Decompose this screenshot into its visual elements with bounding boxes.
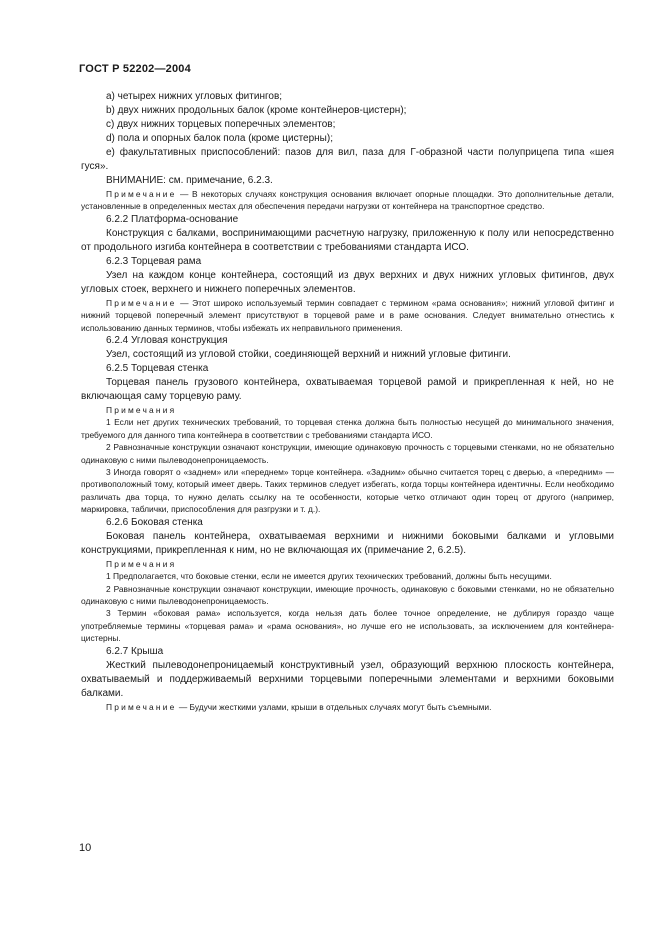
list-item: а) четырех нижних угловых фитингов; xyxy=(106,91,283,102)
section-text: Торцевая панель грузового контейнера, охватываемая торцевой рамой и прикрепленная к ней, но не включающая саму торцевую раму. xyxy=(81,377,614,403)
attention-line: ВНИМАНИЕ: см. примечание, 6.2.3. xyxy=(106,175,273,186)
section-heading: 6.2.5 Торцевая стенка xyxy=(106,363,209,375)
note-item: 2 Равнозначные конструкции означают конструкции, имеющие прочность, одинаковую с боковыми стенками, но не обязательно одинаковую с ними пылеводонепроницаемость. xyxy=(81,583,614,606)
note-text: — В некоторых случаях конструкция основания включает опорные площадки. Это дополнительные детали, установленные в определенных местах для обеспечения передачи нагрузки от контейнера на транспортное средство. xyxy=(81,189,615,212)
list-item: с) двух нижних торцевых поперечных элементов; xyxy=(106,119,336,130)
note-label: Примечание xyxy=(106,701,177,712)
section-text: Жесткий пылеводонепроницаемый конструктивный узел, образующий верхнюю плоскость контейнера, охватываемый и поддерживаемый верхними торцевыми поперечными элементами и верхними боковыми балками. xyxy=(81,659,614,699)
page-number: 10 xyxy=(79,842,92,854)
section-heading: 6.2.6 Боковая стенка xyxy=(106,516,203,528)
section-heading: 6.2.4 Угловая конструкция xyxy=(106,335,228,347)
note-paragraph xyxy=(81,188,614,213)
note-text: — Будучи жесткими узлами, крыши в отдельных случаях могут быть съемными. xyxy=(178,701,492,712)
note-item: 1 Если нет других технических требований, то торцевая стенка должна быть полностью несущей до минимального значения, требуемого для данного типа контейнера в соответствии с требованиями стандарта ИСО. xyxy=(81,417,614,440)
note-paragraph xyxy=(81,297,614,334)
list-item: b) двух нижних продольных балок (кроме контейнеров-цистерн); xyxy=(106,105,407,116)
note-item: 1 Предполагается, что боковые стенки, если не имеется других технических требований, должны быть несущими. xyxy=(106,571,552,582)
list-block xyxy=(81,90,614,174)
section-heading: 6.2.7 Крыша xyxy=(106,645,164,657)
section-text: Узел на каждом конце контейнера, состоящий из двух верхних и двух нижних угловых фитингов, двух угловых стоек, верхнего и нижнего поперечных элементов. xyxy=(81,269,614,295)
note-paragraph xyxy=(81,701,614,713)
list-item: d) пола и опорных балок пола (кроме цистерны); xyxy=(106,133,333,144)
section-text: Узел, состоящий из угловой стойки, соединяющей верхний и нижний угловые фитинги. xyxy=(106,349,511,361)
list-item: е) факультативных приспособлений: пазов для вил, паза для Г-образной части полуприцепа типа «шея гуся». xyxy=(81,147,614,172)
note-label: Примечание xyxy=(106,189,177,199)
note-item: 2 Равнозначные конструкции означают конструкции, имеющие одинаковую прочность с торцевыми стенками, но не обязательно одинаковую с ними пылеводонепроницаемость. xyxy=(81,442,614,465)
section-heading: 6.2.2 Платформа-основание xyxy=(106,213,239,225)
note-item: 3 Иногда говорят о «заднем» или «переднем» торце контейнера. «Задним» обычно считается торец с дверью, а «передним» — противоположный тому, который имеет дверь. Таких терминов следует избегать, когда торцы контейнера идентичны. Если необходимо различать два торца, то нужно делать ссылку на те особенности, которые четко отличают один торец от другого (например, маркировка, таблички, приспособления для разгрузки и т. д.). xyxy=(81,467,614,515)
notes-label: Примечания xyxy=(106,405,177,416)
document-body xyxy=(81,90,614,713)
notes-label: Примечания xyxy=(106,558,177,569)
section-heading: 6.2.3 Торцевая рама xyxy=(106,255,202,267)
standard-code-header: ГОСТ Р 52202—2004 xyxy=(79,63,191,75)
section-text: Конструкция с балками, воспринимающими расчетную нагрузку, приложенную к полу или непосредственно от продольного изгиба контейнера в соответствии с требованиями стандарта ИСО. xyxy=(81,227,614,253)
note-item: 3 Термин «боковая рама» используется, когда нельзя дать более точное определение, не дублируя гораздо чаще употребляемые термины «торцевая рама» и «рама основания», но лучше его не использовать, за исключением для контейнера-цистерны. xyxy=(81,608,614,644)
note-label: Примечание xyxy=(106,297,177,308)
note-text: — Этот широко используемый термин совпадает с термином «рама основания»; нижний угловой фитинг и нижний торцевой поперечный элемент присутствуют в торцевой раме и в раме основания. Следует внимательно отнестись к использованию данных терминов, чтобы избежать их неправильного применения. xyxy=(81,297,615,333)
section-text: Боковая панель контейнера, охватываемая верхними и нижними боковыми балками и угловыми конструкциями, прикрепленная к ним, но не включающая их (примечание 2, 6.2.5). xyxy=(81,530,614,556)
